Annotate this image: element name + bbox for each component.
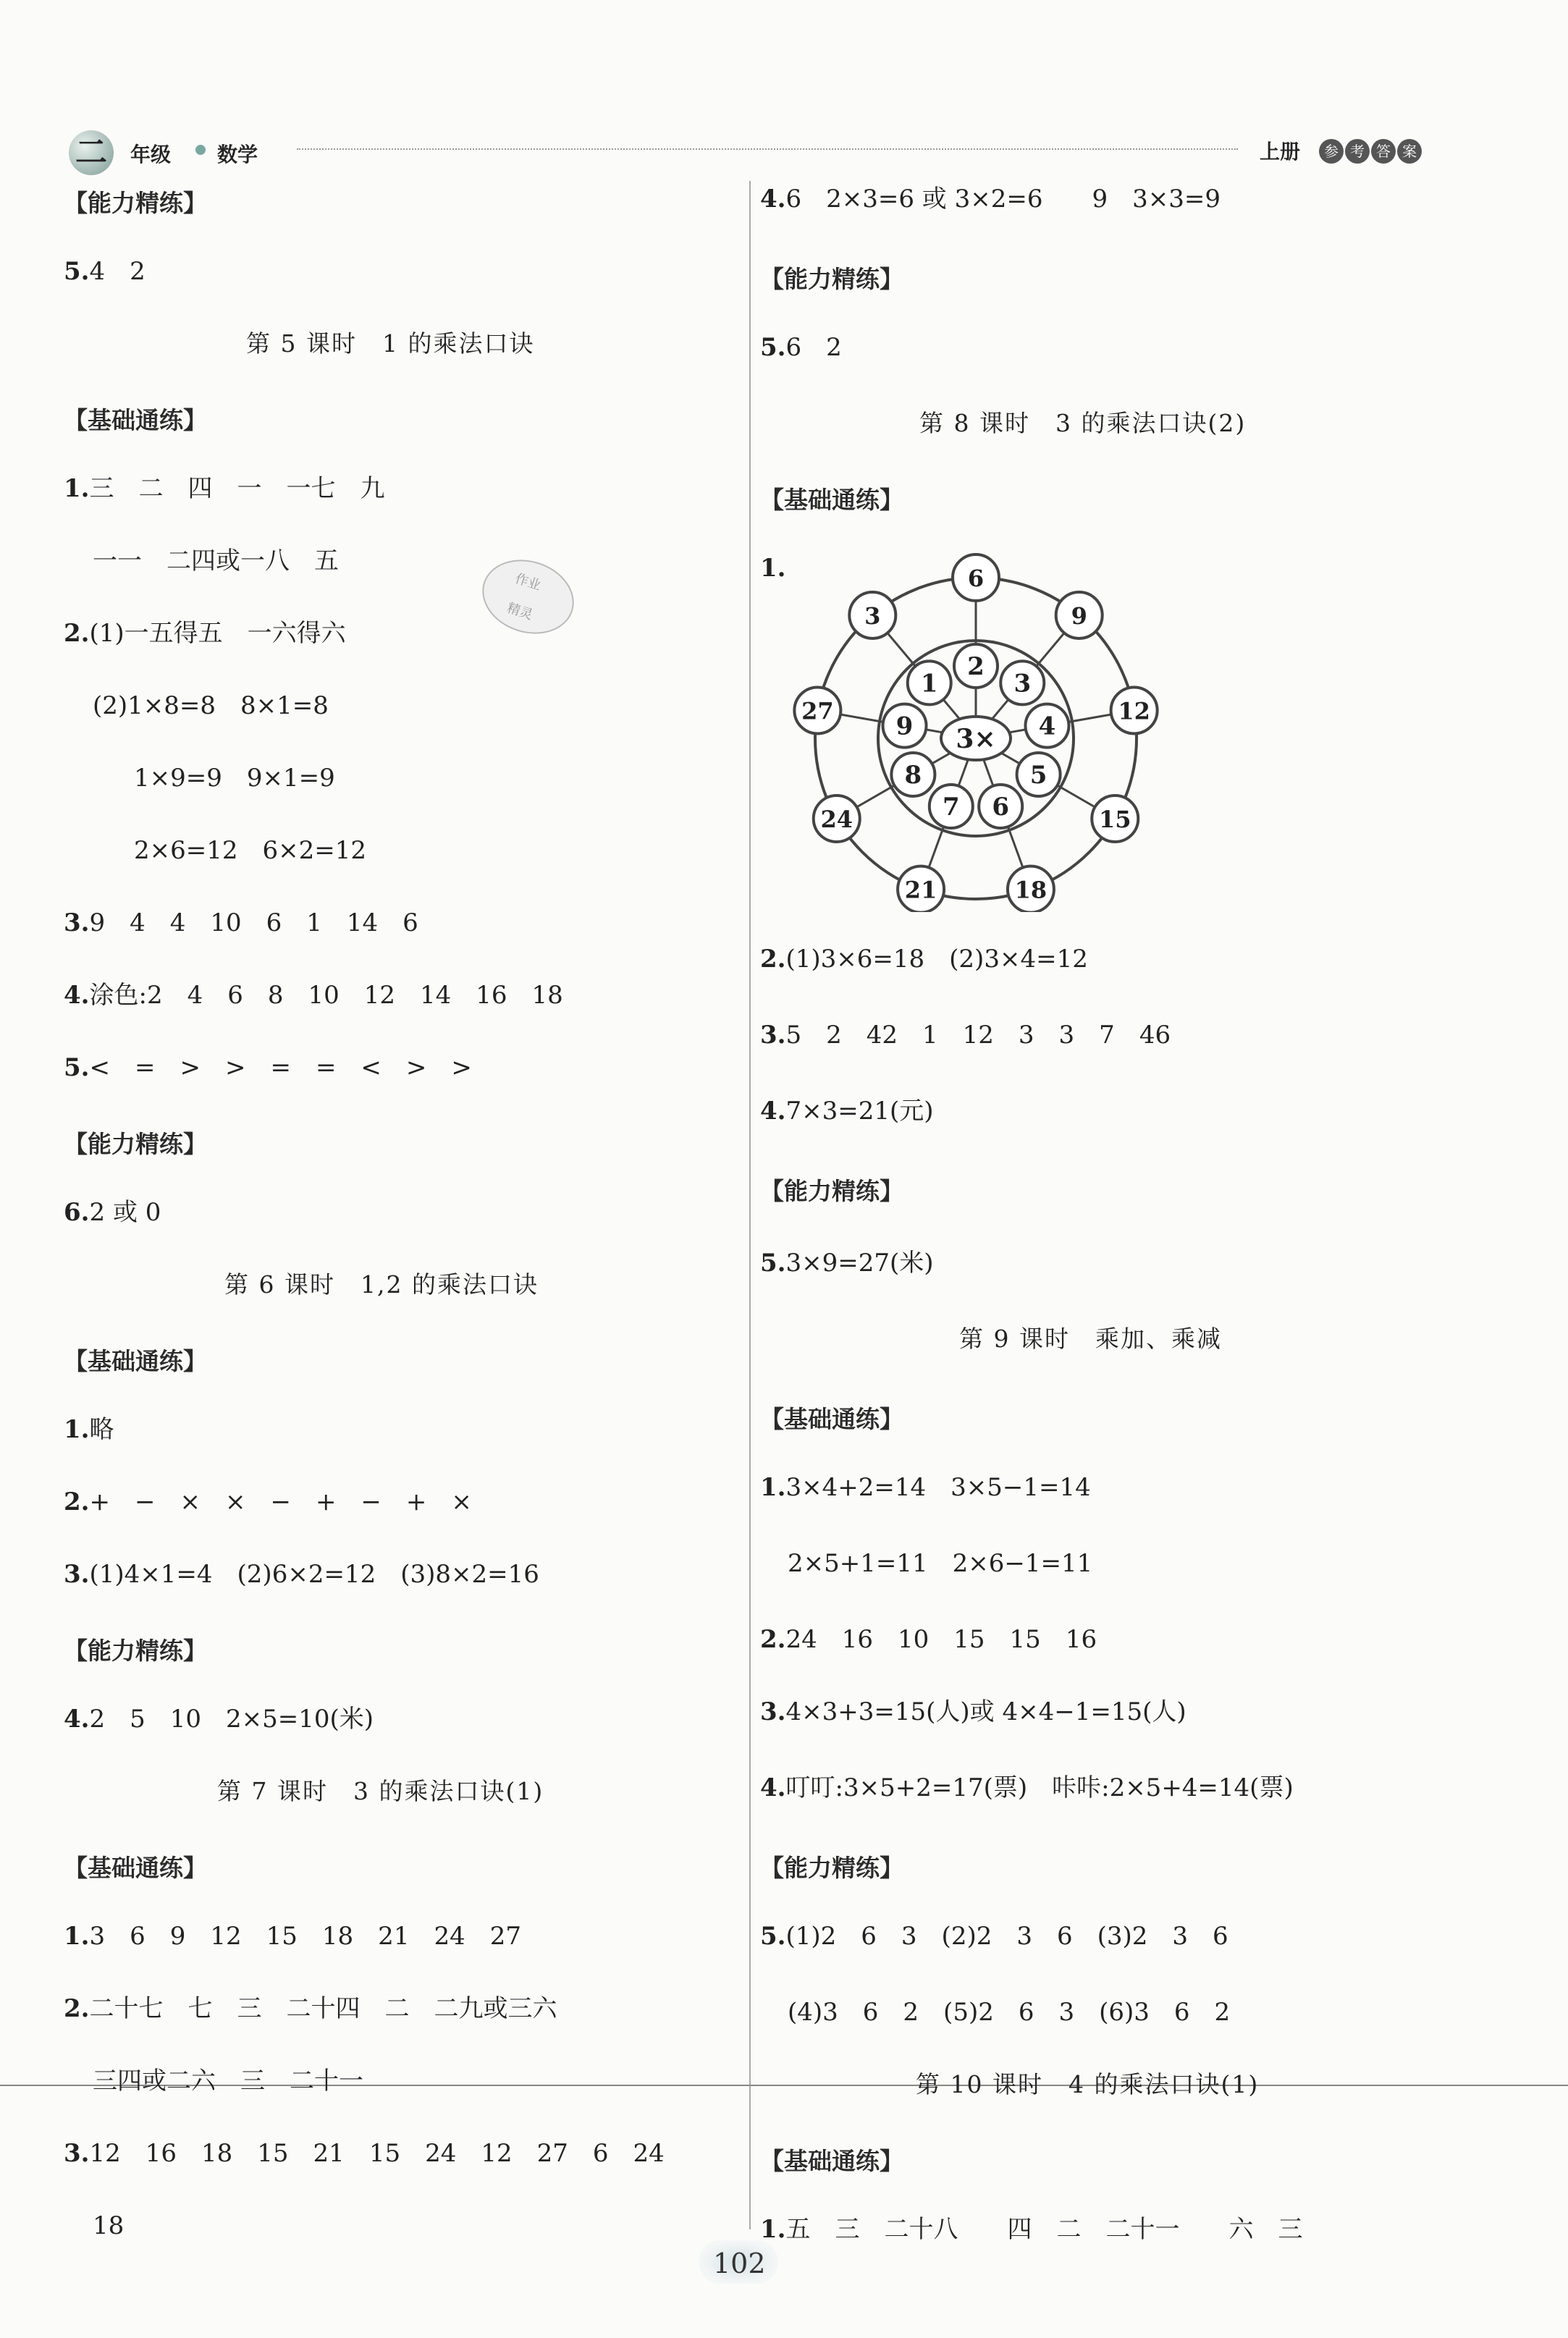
wheel-inner-label: 7 (942, 792, 960, 822)
answer-text: 略 (89, 1415, 114, 1444)
wheel-inner-label: 9 (895, 712, 914, 741)
answer-text: 三 二 四 一 一七 九 (89, 474, 385, 503)
wheel-inner-label: 6 (992, 792, 1010, 822)
section-basic: 【基础通练】 (64, 1347, 207, 1375)
item-number: 3. (760, 1021, 786, 1050)
section-basic: 【基础通练】 (64, 406, 207, 434)
item-number: 5. (760, 1922, 786, 1951)
wheel-inner-label: 5 (1029, 761, 1048, 790)
subject-label: 数学 (217, 143, 258, 166)
grade-badge: 二 (69, 130, 114, 175)
answer-text: 五 三 二十八 四 二 二十一 六 三 (785, 2215, 1303, 2244)
answer-text: 一一 二四或一八 五 (93, 546, 339, 575)
item-number: 1. (64, 1415, 90, 1444)
wheel-outer-label: 6 (967, 565, 985, 592)
item-number: 5. (760, 1249, 786, 1278)
answer-text: 2 或 0 (89, 1198, 161, 1227)
answer-text: 二十七 七 三 二十四 二 二九或三六 (89, 1994, 557, 2023)
answer-text: (4)3 6 2 (5)2 6 3 (6)3 6 2 (788, 1998, 1231, 2027)
item-number: 2. (760, 1625, 786, 1654)
lesson-title-6: 第 6 课时 1,2 的乘法口诀 (224, 1270, 539, 1299)
answer-tag-1: 参 (1319, 139, 1344, 164)
item-number: 2. (64, 1994, 90, 2023)
item-number: 3. (760, 1697, 786, 1726)
answer-text: (1)3×6=18 (2)3×4=12 (785, 945, 1088, 974)
answer-text: 4 2 (89, 257, 146, 286)
answer-text: (2)1×8=8 8×1=8 (93, 691, 329, 720)
section-ability: 【能力精练】 (760, 1854, 903, 1882)
item-number: 4. (760, 1097, 786, 1126)
item-number: 4. (760, 1773, 786, 1802)
wheel-inner-label: 1 (920, 669, 938, 699)
answer-text: 2 5 10 2×5=10(米) (89, 1705, 374, 1734)
item-number: 5. (760, 333, 786, 362)
lesson-title-9: 第 9 课时 乘加、乘减 (959, 1325, 1222, 1353)
answer-text: 3×9=27(米) (785, 1249, 934, 1278)
answer-text: (1)4×1=4 (2)6×2=12 (3)8×2=16 (89, 1560, 539, 1589)
section-basic: 【基础通练】 (760, 486, 903, 514)
wheel-outer-label: 24 (820, 806, 853, 833)
item-number: 1. (760, 2215, 786, 2244)
answer-text: 5 2 42 1 12 3 3 7 46 (785, 1021, 1171, 1050)
wheel-inner-label: 8 (904, 761, 922, 790)
answer-text: 2×5+1=11 2×6−1=11 (788, 1549, 1093, 1578)
item-number: 2. (760, 945, 786, 974)
item-number: 3. (64, 1560, 90, 1589)
answer-text: 3 6 9 12 15 18 21 24 27 (89, 1922, 521, 1951)
item-number: 1. (760, 1473, 786, 1502)
item-number: 6. (64, 1198, 90, 1227)
lesson-title-7: 第 7 课时 3 的乘法口诀(1) (217, 1777, 544, 1805)
item-number: 5. (64, 257, 90, 286)
answer-text: + − × × − + − + × (89, 1487, 472, 1516)
wheel-outer-label: 12 (1118, 697, 1150, 725)
section-ability: 【能力精练】 (64, 189, 207, 217)
lesson-title-8: 第 8 课时 3 的乘法口诀(2) (919, 409, 1247, 437)
stamp-text-top: 作业 (513, 570, 543, 594)
item-number: 4. (64, 981, 90, 1010)
page-number: 102 (713, 2248, 766, 2279)
section-basic: 【基础通练】 (760, 1405, 903, 1433)
answer-text: 18 (93, 2211, 125, 2240)
wheel-center-label: 3× (956, 724, 996, 754)
wheel-inner-label: 4 (1038, 712, 1056, 741)
item-number: 1. (64, 474, 90, 503)
answer-text: 4×3+3=15(人)或 4×4−1=15(人) (785, 1697, 1186, 1726)
item-number: 4. (760, 185, 786, 214)
item-number: 3. (64, 2139, 90, 2168)
answer-text: 6 2 (785, 333, 842, 362)
wheel-outer-label: 15 (1098, 806, 1131, 833)
answer-text: < = > > = = < > > (89, 1053, 472, 1082)
answer-tag-4: 案 (1397, 139, 1422, 164)
item-number: 4. (64, 1705, 90, 1734)
wheel-outer-label: 9 (1071, 602, 1087, 630)
grade-label: 年级 (130, 143, 172, 166)
answer-text: 6 2×3=6 或 3×2=6 9 3×3=9 (785, 185, 1221, 214)
answer-text: 3×4+2=14 3×5−1=14 (785, 1473, 1091, 1502)
item-number: 1. (760, 554, 786, 583)
answer-text: 1×9=9 9×1=9 (134, 764, 335, 793)
wheel-inner-label: 2 (967, 652, 985, 681)
section-basic: 【基础通练】 (64, 1854, 207, 1882)
multiplication-wheel (782, 550, 1187, 912)
section-ability: 【能力精练】 (64, 1130, 207, 1158)
answer-text: (1)2 6 3 (2)2 3 6 (3)2 3 6 (785, 1922, 1228, 1951)
answer-tag-3: 答 (1371, 139, 1396, 164)
lesson-title-5: 第 5 课时 1 的乘法口诀 (246, 329, 535, 358)
item-number: 5. (64, 1053, 90, 1082)
separator-dot (195, 145, 206, 155)
wheel-outer-label: 18 (1014, 876, 1048, 904)
item-number: 3. (64, 908, 90, 937)
answer-text: 12 16 18 15 21 15 24 12 27 6 24 (89, 2139, 665, 2168)
stamp-text-bottom: 精灵 (505, 600, 535, 623)
section-ability: 【能力精练】 (64, 1637, 207, 1665)
item-number: 1. (64, 1922, 90, 1951)
answer-text: 9 4 4 10 6 1 14 6 (89, 908, 418, 937)
item-number: 2. (64, 619, 90, 648)
answer-text: 24 16 10 15 15 16 (785, 1625, 1097, 1654)
column-divider (749, 181, 751, 2229)
section-ability: 【能力精练】 (760, 265, 903, 293)
section-ability: 【能力精练】 (760, 1177, 903, 1205)
header-dotted-line (297, 148, 1238, 150)
answer-text: (1)一五得五 一六得六 (89, 619, 346, 648)
answer-text: 三四或二六 三 二十一 (93, 2067, 363, 2096)
wheel-outer-label: 3 (864, 602, 881, 630)
answer-text: 涂色:2 4 6 8 10 12 14 16 18 (89, 981, 563, 1010)
item-number: 2. (64, 1487, 90, 1516)
wheel-outer-label: 21 (904, 876, 937, 904)
wheel-inner-label: 3 (1013, 669, 1032, 699)
answer-tag-2: 考 (1345, 139, 1370, 164)
section-basic: 【基础通练】 (760, 2147, 903, 2175)
answer-text: 叮叮:3×5+2=17(票) 咔咔:2×5+4=14(票) (785, 1773, 1294, 1802)
answer-text: 7×3=21(元) (785, 1097, 934, 1126)
stamp-seal (473, 548, 583, 645)
answer-text: 2×6=12 6×2=12 (134, 836, 367, 865)
wheel-outer-label: 27 (801, 697, 834, 725)
lesson-title-10: 第 10 课时 4 的乘法口诀(1) (916, 2070, 1260, 2098)
volume-label: 上册 (1260, 140, 1301, 164)
